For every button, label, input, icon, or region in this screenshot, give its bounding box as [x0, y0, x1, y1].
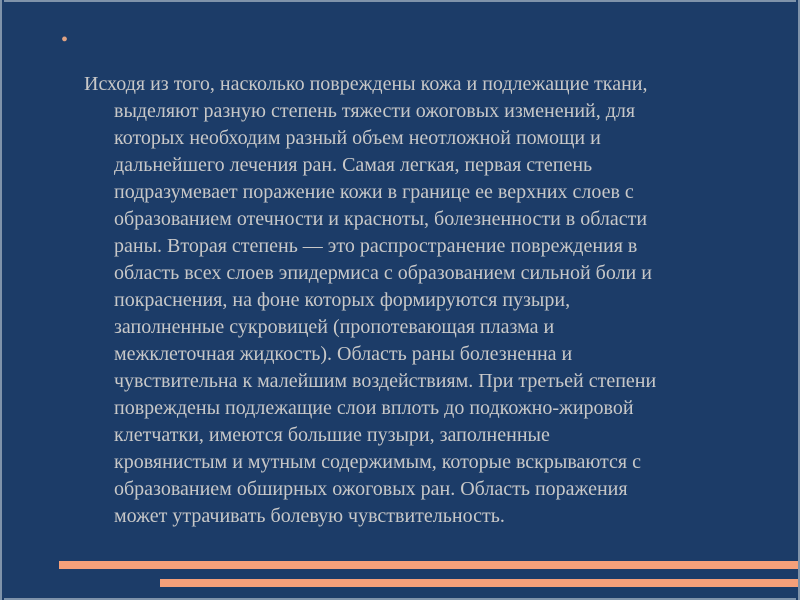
slide-frame-top: [4, 0, 796, 2]
bullet-marker: •: [61, 29, 69, 51]
decorative-stripe-lower: [160, 579, 800, 587]
slide-body-text: Исходя из того, насколько повреждены кожа и подлежащие ткани, выделяют разную степень тяжести ожоговых изменений, для которых необходим разный объем неотложной помощи и дальнейшего лечения ран. Самая легкая, первая степень подразумевает поражение кожи в границе ее верхних слоев с образованием отечности и красноты, болезненности в области раны. Вторая степень — это распространение повреждения в область всех слоев эпидермиса с образованием сильной боли и покраснения, на фоне которых формируются пузыри, заполненные сукровицей (пропотевающая плазма и межклеточная жидкость). Область раны болезненна и чувствительна к малейшим воздействиям. При третьей степени повреждены подлежащие слои вплоть до подкожно-жировой клетчатки, имеются большие пузыри, заполненные кровянистым и мутным содержимым, которые вскрываются с образованием обширных ожоговых ран. Область поражения может утрачивать болевую чувствительность.: [84, 73, 657, 527]
decorative-stripe-upper: [59, 561, 800, 569]
